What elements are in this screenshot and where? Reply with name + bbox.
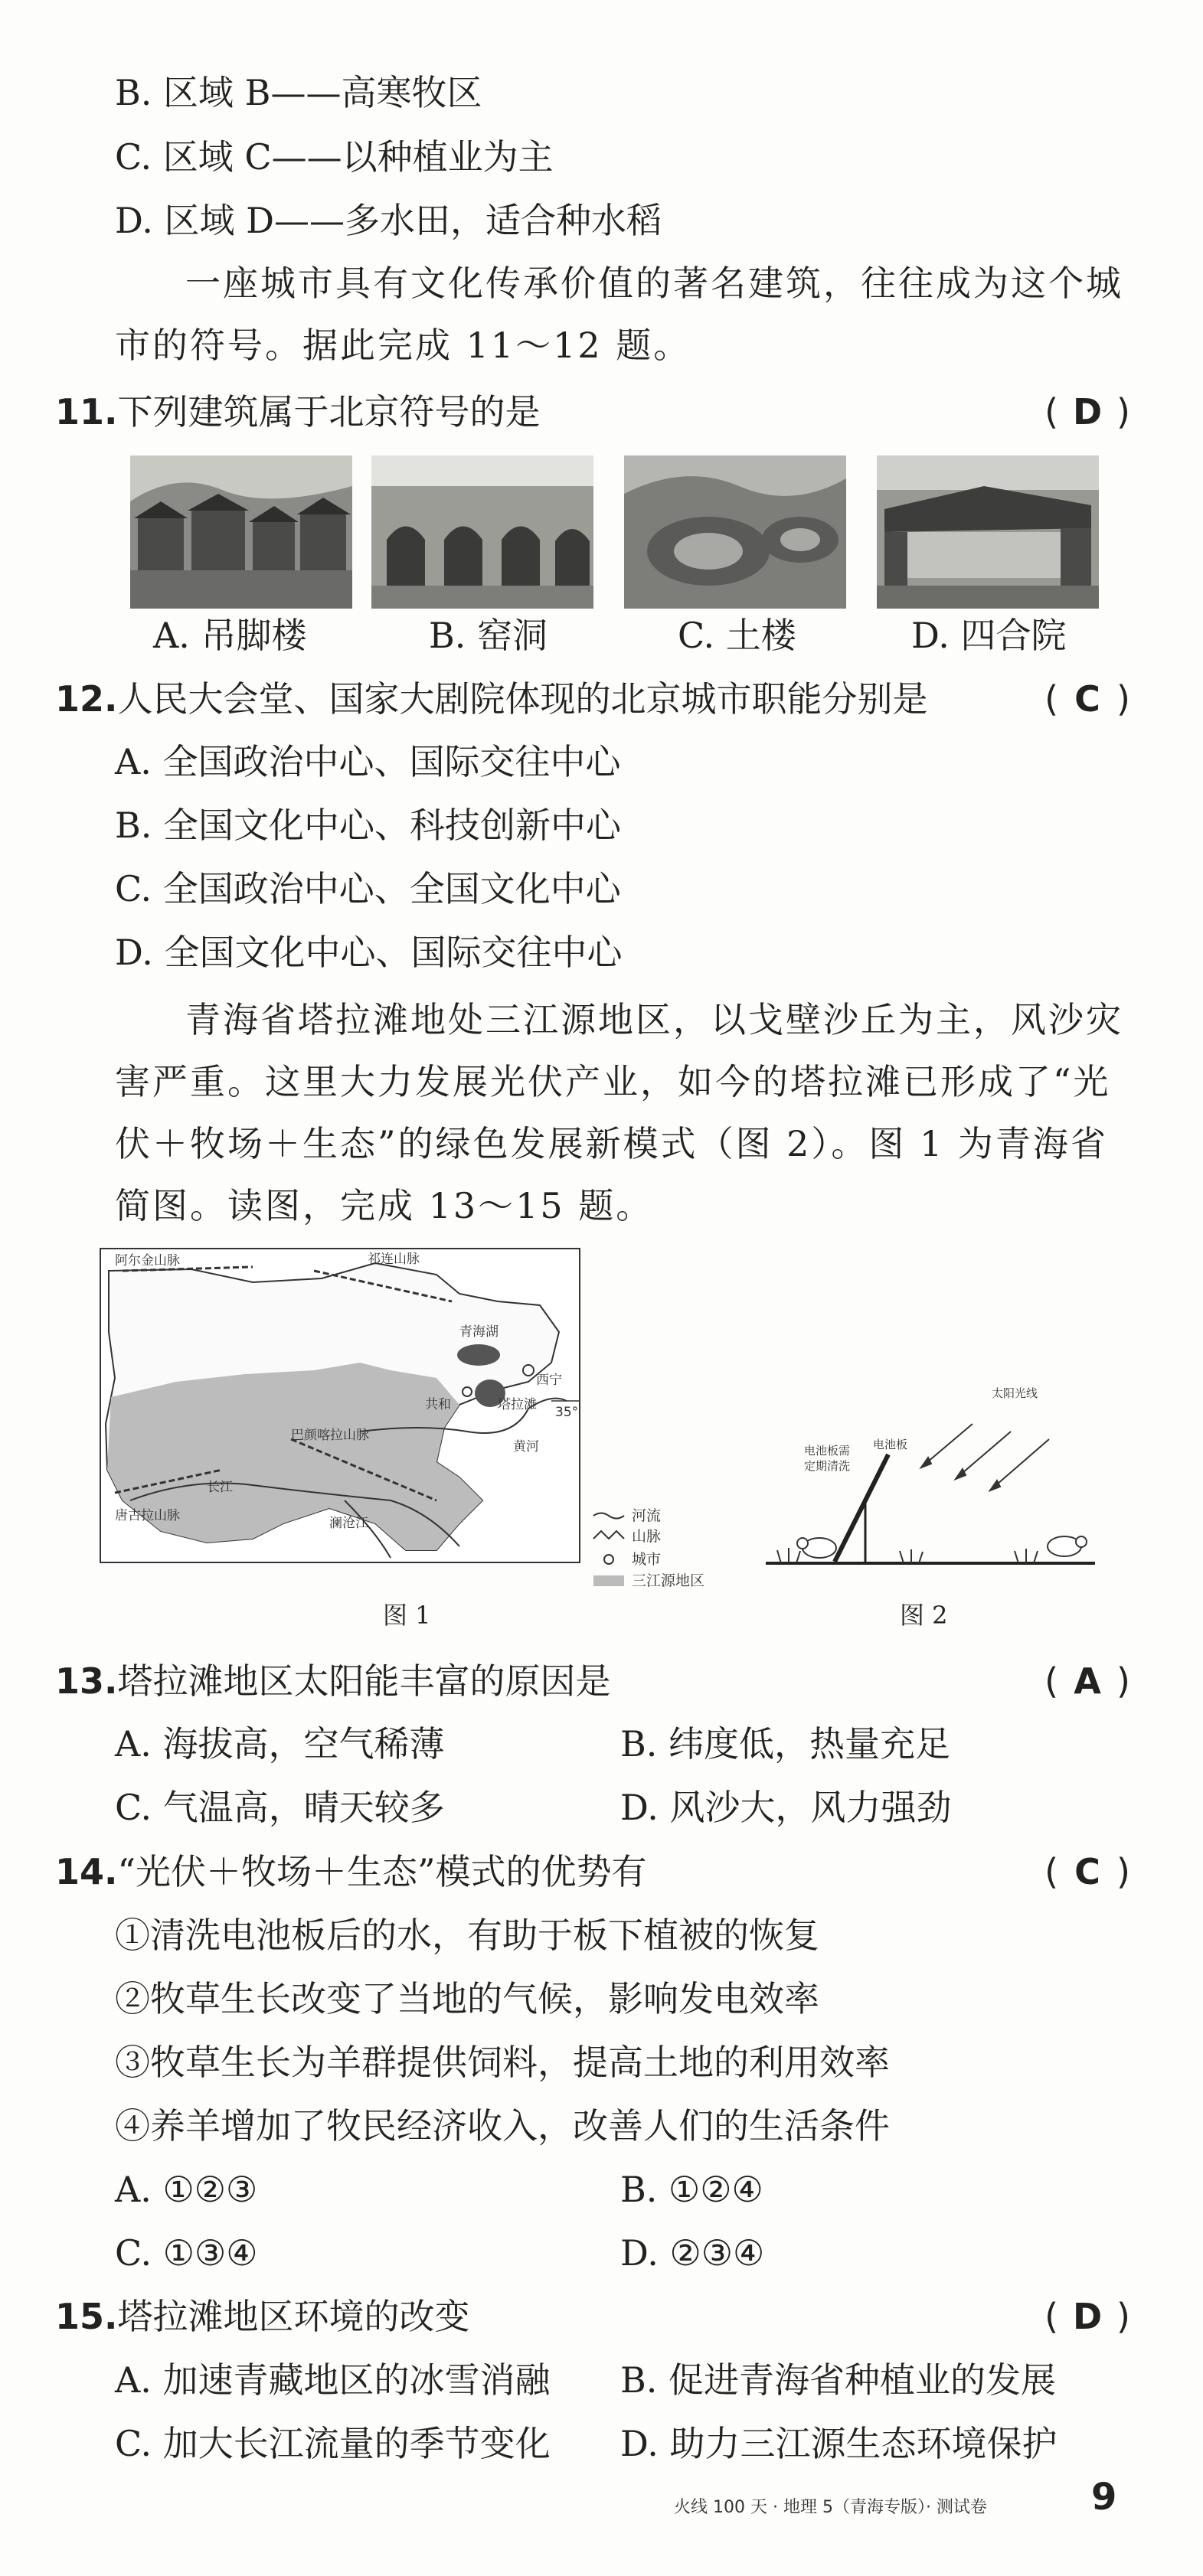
legend-mountain-symbol — [593, 1531, 624, 1539]
qinghai-map — [100, 1248, 582, 1585]
q14-item-2: ②牧草生长改变了当地的气候，影响发电效率 — [115, 1978, 819, 2019]
q14-item-3: ③牧草生长为羊群提供饲料，提高土地的利用效率 — [115, 2042, 890, 2083]
photo-diaojiaolou — [130, 455, 352, 609]
label-gonghe: 共和 — [425, 1397, 451, 1412]
answer-12: ( C ) — [1044, 674, 1130, 724]
sheep-right — [1048, 1536, 1087, 1556]
q14-option-c: C. ①③④ — [115, 2232, 258, 2274]
question-number: 15. — [55, 2296, 118, 2337]
question-13 — [55, 1656, 611, 1706]
xining-city — [523, 1365, 534, 1376]
q14-option-a: A. ①②③ — [115, 2169, 258, 2210]
question-number: 12. — [55, 678, 118, 720]
question-stem: 塔拉滩地区太阳能丰富的原因是 — [117, 1660, 611, 1702]
question-14 — [55, 1846, 647, 1897]
q13-option-a: A. 海拔高，空气稀薄 — [115, 1723, 445, 1765]
label-changjiang: 长江 — [207, 1480, 233, 1495]
label-bayan: 巴颜喀拉山脉 — [291, 1428, 369, 1443]
answer-letter: C — [1074, 678, 1100, 720]
label-yellow-river: 黄河 — [513, 1439, 539, 1455]
label-sunlight: 太阳光线 — [992, 1386, 1038, 1400]
label-qinghai-lake: 青海湖 — [459, 1324, 499, 1340]
photo-caption-b: B. 窑洞 — [429, 615, 548, 656]
legend-river-symbol — [593, 1513, 624, 1519]
prev-option-c: C. 区域 C——以种植业为主 — [115, 136, 554, 178]
label-xining: 西宁 — [536, 1373, 562, 1388]
legend-mountain-label: 山脉 — [632, 1528, 662, 1545]
q12-option-d: D. 全国文化中心、国际交往中心 — [115, 932, 623, 973]
map-legend — [590, 1504, 743, 1604]
answer-letter: D — [1072, 2296, 1103, 2337]
answer-11: ( D ) — [1044, 387, 1130, 437]
q14-item-1: ①清洗电池板后的水，有助于板下植被的恢复 — [115, 1915, 819, 1956]
legend-region-label: 三江源地区 — [632, 1572, 705, 1589]
diaojiaolou-image — [130, 455, 352, 609]
answer-13: ( A ) — [1044, 1656, 1130, 1706]
label-qilian: 祁连山脉 — [368, 1252, 420, 1267]
label-lancang: 澜沧江 — [329, 1516, 368, 1531]
q15-option-a: A. 加速青藏地区的冰雪消融 — [115, 2359, 551, 2401]
q14-item-4: ④养羊增加了牧民经济收入，改善人们的生活条件 — [115, 2105, 890, 2147]
answer-letter: A — [1074, 1660, 1101, 1702]
footer-series: 火线 100 天 · 地理 5（青海专版）· 测试卷 — [674, 2498, 987, 2517]
sheep-left — [797, 1538, 836, 1558]
question-12 — [55, 674, 928, 724]
photo-caption-a: A. 吊脚楼 — [153, 615, 307, 656]
answer-14: ( C ) — [1044, 1846, 1130, 1897]
q13-option-c: C. 气温高，晴天较多 — [115, 1787, 445, 1828]
photo-yaodong — [371, 455, 593, 609]
label-altun: 阿尔金山脉 — [115, 1253, 180, 1268]
q15-option-c: C. 加大长江流量的季节变化 — [115, 2423, 551, 2464]
page-number: 9 — [1091, 2476, 1117, 2519]
gonghe-city — [463, 1387, 472, 1396]
question-stem: 塔拉滩地区环境的改变 — [117, 2296, 470, 2337]
q13-option-d: D. 风沙大，风力强劲 — [620, 1787, 952, 1828]
prev-option-b: B. 区域 B——高寒牧区 — [115, 72, 482, 113]
answer-letter: D — [1072, 391, 1103, 433]
yaodong-image — [371, 455, 593, 609]
label-talatan: 塔拉滩 — [498, 1397, 537, 1412]
question-number: 13. — [55, 1660, 118, 1702]
tulou-image — [624, 455, 846, 609]
legend-city-label: 城市 — [632, 1551, 662, 1568]
q12-option-b: B. 全国文化中心、科技创新中心 — [115, 805, 622, 846]
figure1-caption: 图 1 — [383, 1601, 431, 1630]
photo-caption-d: D. 四合院 — [911, 615, 1067, 656]
q12-option-a: A. 全国政治中心、国际交往中心 — [115, 741, 621, 782]
passage-buildings: 一座城市具有文化传承价值的著名建筑，往往成为这个城市的符号。据此完成 11～12 题。 — [115, 263, 1123, 366]
q15-option-d: D. 助力三江源生态环境保护 — [620, 2423, 1058, 2464]
answer-15: ( D ) — [1044, 2291, 1130, 2342]
passage-talatan: 青海省塔拉滩地处三江源地区，以戈壁沙丘为主，风沙灾害严重。这里大力发展光伏产业，如今的塔拉滩已形成了“光伏＋牧场＋生态”的绿色发展新模式（图 2）。图 1 为青海省简图。读图，完成 13～15 题。 — [115, 999, 1123, 1226]
legend-city-symbol — [604, 1555, 613, 1564]
legend-region-symbol — [593, 1575, 624, 1586]
q14-option-d: D. ②③④ — [620, 2232, 765, 2274]
label-latitude: 35° — [555, 1405, 579, 1420]
label-tanggula: 唐古拉山脉 — [115, 1508, 180, 1523]
pv-diagram — [758, 1363, 1103, 1585]
question-stem: 人民大会堂、国家大剧院体现的北京城市职能分别是 — [117, 678, 928, 720]
q13-option-b: B. 纬度低，热量充足 — [620, 1723, 951, 1765]
photo-caption-c: C. 土楼 — [678, 615, 796, 656]
qinghai-lake — [457, 1344, 500, 1366]
q12-option-c: C. 全国政治中心、全国文化中心 — [115, 868, 621, 909]
question-number: 14. — [55, 1851, 118, 1892]
answer-letter: C — [1074, 1851, 1100, 1892]
question-15 — [55, 2291, 470, 2342]
label-clean-1: 电池板需 — [804, 1444, 851, 1458]
q14-option-b: B. ①②④ — [620, 2169, 763, 2210]
siheyuan-image — [877, 455, 1099, 609]
photo-tulou — [624, 455, 846, 609]
question-stem: “光伏＋牧场＋生态”模式的优势有 — [117, 1851, 647, 1892]
label-clean-2: 定期清洗 — [804, 1459, 851, 1473]
prev-option-d: D. 区域 D——多水田，适合种水稻 — [115, 200, 662, 241]
figure2-caption: 图 2 — [900, 1601, 948, 1630]
q15-option-b: B. 促进青海省种植业的发展 — [620, 2359, 1057, 2401]
question-stem: 下列建筑属于北京符号的是 — [117, 391, 541, 433]
question-11 — [55, 387, 541, 437]
label-panel: 电池板 — [873, 1438, 908, 1451]
legend-river-label: 河流 — [632, 1507, 662, 1524]
photo-siheyuan — [877, 455, 1099, 609]
question-number: 11. — [55, 391, 118, 433]
